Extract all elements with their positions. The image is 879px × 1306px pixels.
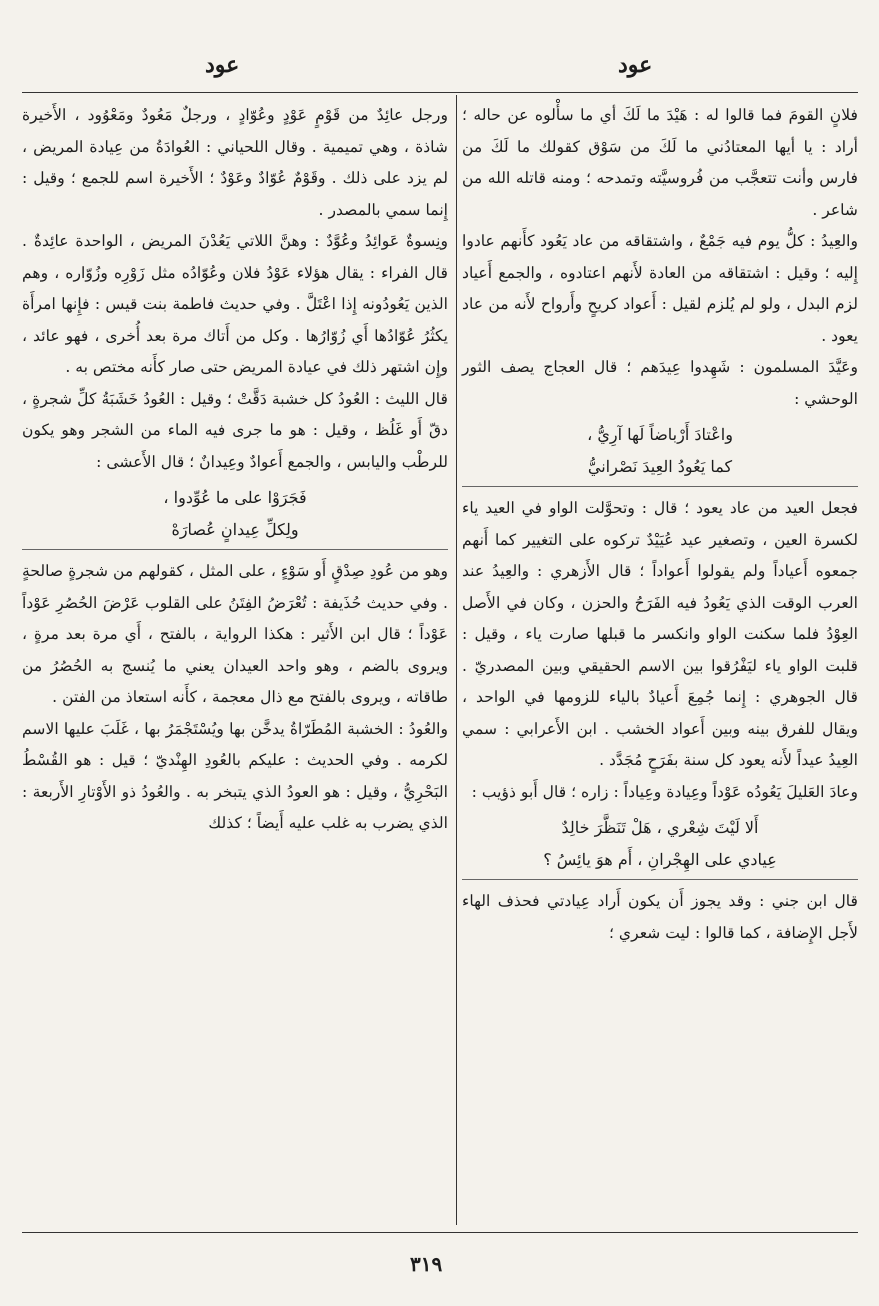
- right-column: [462, 100, 858, 949]
- running-header-left: عود: [205, 52, 240, 78]
- verse-line: عِيادي على الهِجْرانِ ، أَم هوَ يائِسُ ؟: [543, 849, 777, 869]
- paragraph: قال الليث : العُودُ كل خشبة دَقَّتْ ؛ وقيل : العُودُ خَشَبَةُ كلِّ شجرةٍ ، دقّ أَو غَلُظ ، وقيل : هو ما جرى فيه الماء من الشجر وهو يكون للرطْب واليابس ، والجمع أَعوادٌ وعِيدانٌ ؛ قال الأَعشى :: [22, 389, 448, 471]
- paragraph: والعِيدُ : كلُّ يوم فيه جَمْعٌ ، واشتقاقه من عاد يَعُود كأَنهم عادوا إِليه ؛ وقيل : اشتقاقه من العادة لأَنهم اعتادوه ، والجمع أَعياد لزم البدل ، ولو لم يُلزم لقيل : أَعواد كريحٍ وأَرواح لأَنه من عاد يعود .: [462, 232, 858, 345]
- paragraph: وعَيَّدَ المسلمون : شَهِدوا عِيدَهم ؛ قال العجاج يصف الثور الوحشي :: [462, 358, 858, 408]
- verse-block: [462, 415, 858, 487]
- paragraph: والعُودُ : الخشبة المُطَرّاةُ يدخَّن بها ويُسْتَجْمَرُ بها ، غَلَبَ عليها الاسم لكرمه . وفي الحديث : عليكم بالعُودِ الهِنْديّ ؛ قيل : هو القُسْطُ البَحْرِيُّ ، وقيل : هو العودُ الذي يتبخر به . والعُودُ ذو الأَوْتارِ الأَربعة : الذي يضرب به غلب عليه أَيضاً ؛ كذلك: [22, 719, 448, 832]
- footer-rule: [22, 1232, 858, 1233]
- verse-line: واعْتادَ أَرْباضاً لَها آرِيُّ ،: [587, 425, 733, 444]
- paragraph: فجعل العيد من عاد يعود ؛ قال : وتحوَّلت الواو في العيد ياء لكسرة العين ، وتصغير عيد عُيَيْدٌ تركوه على التغيير كما أَنهم جمعوه أَعياداً ولم يقولوا أَعواداً ؛ قال الأَزهري : والعِيدُ عند العرب الوقت الذي يَعُودُ فيه الفَرَحُ والحزن ، وكان في الأَصل العِوْدُ فلما سكنت الواو وانكسر ما قبلها صارت ياء ، وقيل : قلبت الواو ياء ليَفْرُقوا بين الاسم الحقيقي وبين المصدريّ . قال الجوهري : إِنما جُمِعَ أَعيادٌ بالياء للزومها في الواحد ، ويقال للفرق بينه وبين أَعواد الخشب . ابن الأَعرابي : سمي العِيدُ عيداً لأَنه يعود كل سنة بفَرَحٍ مُجَدَّد .: [462, 499, 858, 769]
- paragraph: ورجل عائِدٌ من قَوْمٍ عَوْدٍ وعُوّادٍ ، ورجلٌ مَعُودٌ ومَعْوُود ، الأَخيرة شاذة ، وهي تميمية . وقال اللحياني : العُوادَةُ من عِيادة المريض ، لم يزد على ذلك . وقَوْمٌ عُوّادٌ وعَوْدٌ ؛ الأَخيرة اسم للجمع ؛ وقيل : إِنما سمي بالمصدر .: [22, 106, 448, 219]
- verse-block: [22, 478, 448, 550]
- header-rule: [22, 92, 858, 93]
- paragraph: فلانٍ القومَ فما قالوا له : هَيْدَ ما لَكَ أي ما سأْلوه عن حاله ؛ أراد : يا أيها المعتادُني ما لَكَ من سَوْق كقولك ما لَكَ من فارس وأنت تتعجَّب من فُروسيَّته وتمدحه ؛ ومنه قاتله الله من شاعر .: [462, 106, 858, 219]
- column-divider: [456, 95, 457, 1225]
- verse-line: أَلا لَيْتَ شِعْري ، هَلْ تَنَظَّرَ خالِدٌ: [561, 818, 759, 837]
- left-column: [22, 100, 448, 840]
- paragraph: وهو من عُودِ صِدْقٍ أَو سَوْءٍ ، على المثل ، كقولهم من شجرةٍ صالحةٍ . وفي حديث حُذَيفة : تُعْرَضُ الفِتَنُ على القلوب عَرْضَ الحُصُرِ عَوْداً عَوْداً ؛ قال ابن الأَثير : هكذا الرواية ، بالفتح ، أَي مرة بعد مرةٍ ، ويروى بالضم ، وهو واحد العيدان يعني ما يُنسج به الحُصُرُ من طاقاته ، ويروى بالفتح مع ذال معجمة ، كأَنه استعاذ من الفتن .: [22, 562, 448, 706]
- running-header-right: عود: [618, 52, 653, 78]
- page-number: ٣١٩: [410, 1252, 443, 1276]
- verse-line: فَجَرَوْا على ما عُوِّدوا ،: [163, 488, 307, 507]
- verse-line: كما يَعُودُ العِيدَ نَصْرانيُّ: [587, 456, 733, 476]
- paragraph: قال ابن جني : وقد يجوز أَن يكون أَراد عِيادتي فحذف الهاء لأَجل الإِضافة ، كما قالوا : ليت شعري ؛: [462, 892, 858, 942]
- verse-block: [462, 808, 858, 880]
- paragraph: وعادَ العَليلَ يَعُودُه عَوْداً وعِيادة وعِياداً : زاره ؛ قال أَبو ذؤيب :: [471, 782, 858, 801]
- paragraph: ونِسوةٌ عَوائِدُ وعُوَّدٌ : وهنَّ اللاتي يَعُدْنَ المريض ، الواحدة عائِدةٌ . قال الفراء : يقال هؤلاء عَوْدُ فلان وعُوّادُه مثل زَوْرِه وزُوّاره ، وهم الذين يَعُودُونه إِذا اعْتَلَّ . وفي حديث فاطمة بنت قيس : فإِنها امرأَة يكثُرُ عُوّادُها أَي زُوّارُها . وكل من أَتاك مرة بعد أُخرى ، فهو عائد ، وإِن اشتهر ذلك في عيادة المريض حتى صار كأَنه مختص به .: [22, 232, 448, 376]
- verse-line: ولِكلِّ عِيدانٍ عُصارَهْ: [171, 519, 299, 539]
